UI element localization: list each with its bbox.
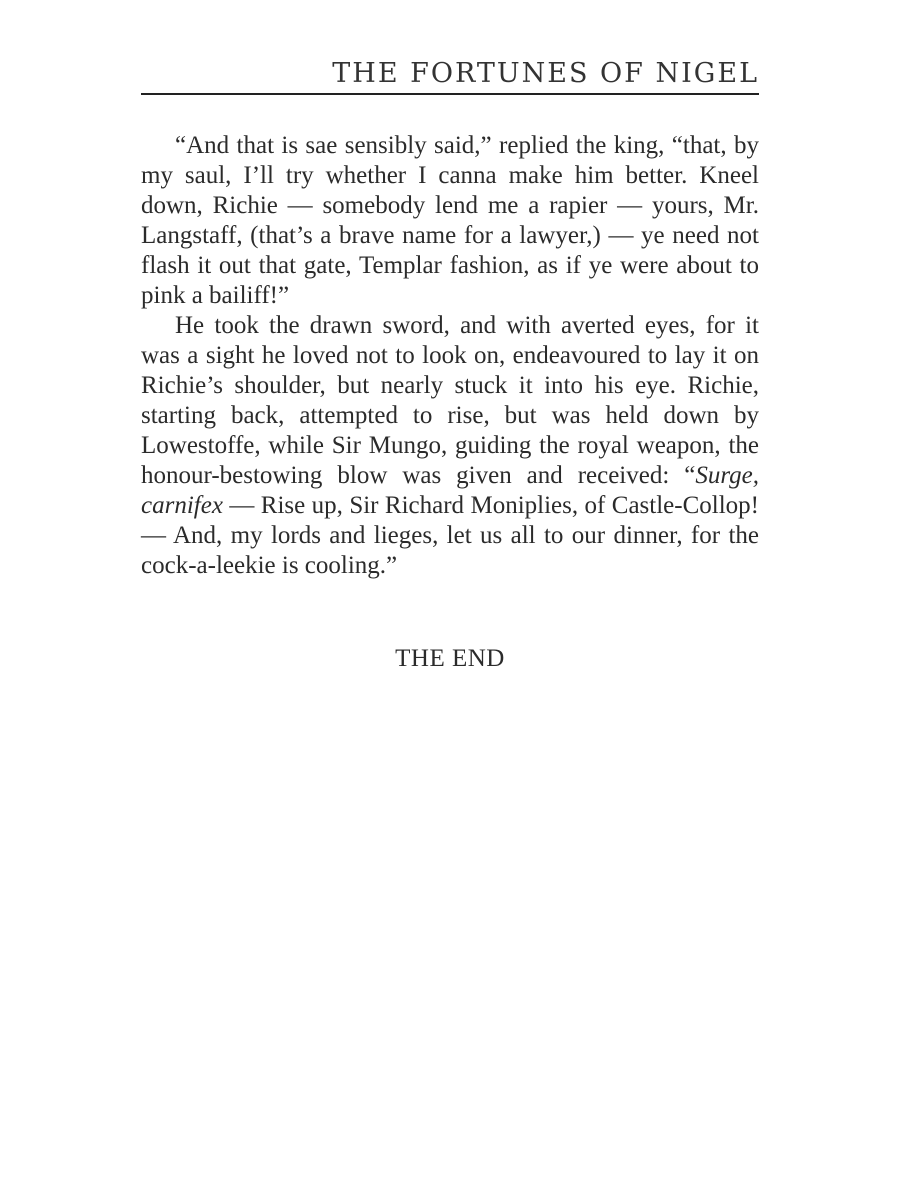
book-page xyxy=(141,60,759,673)
paragraph-1: “And that is sae sensibly said,” replied the king, “that, by my saul, I’ll try whether I canna make him better. Kneel down, Richie — somebody lend me a rapier — yours, Mr. Langstaff, (that’s a brave name for a lawyer,) — ye need not flash it out that gate, Templar fashion, as if ye were about to pink a bailiff!” xyxy=(141,132,759,309)
the-end-mark: THE END xyxy=(395,645,505,672)
latin-phrase: Surge, carnifex xyxy=(141,462,759,519)
body-text xyxy=(141,131,759,581)
paragraph-2 xyxy=(141,311,759,581)
header-rule xyxy=(141,93,759,95)
paragraph-2-part-2: — Rise up, Sir Richard Moniplies, of Castle-Collop! — And, my lords and lieges, let us all to our dinner, for the cock-a-leekie is cooling.” xyxy=(141,492,759,579)
running-head-title: THE FORTUNES OF NIGEL xyxy=(332,58,759,89)
paragraph-2-part-1: He took the drawn sword, and with averted eyes, for it was a sight he loved not to look on, endeavoured to lay it on Richie’s shoulder, but nearly stuck it into his eye. Richie, starting back, attempted to rise, but was held down by Lowestoffe, while Sir Mungo, guiding the royal weapon, the honour-bestowing blow was given and received: “ xyxy=(141,312,759,489)
